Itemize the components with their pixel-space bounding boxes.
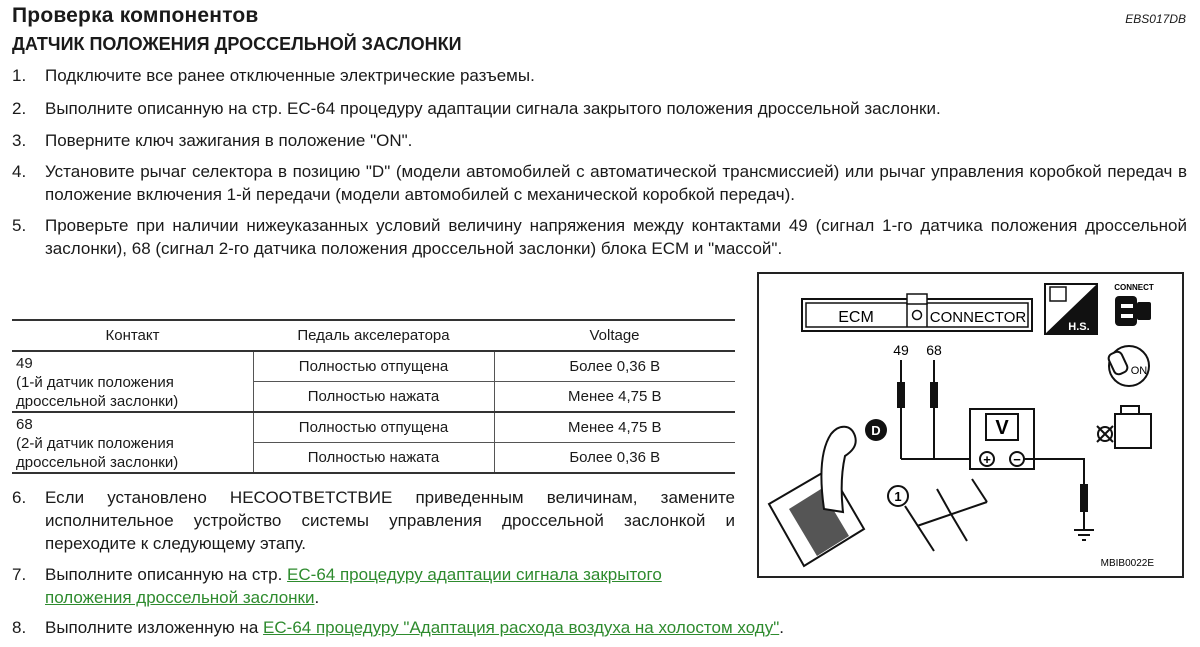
wiring-diagram <box>759 274 1186 580</box>
engine-icon <box>1115 414 1151 448</box>
table-row <box>12 412 735 443</box>
column-header: Педаль акселератора <box>253 320 494 351</box>
ecm-label: ECM <box>838 309 874 326</box>
step-number: 1. <box>12 66 27 85</box>
step-text: Поверните ключ зажигания в положение "ON". <box>45 131 413 150</box>
step-5 <box>12 214 1187 260</box>
pin-49-label: 49 <box>893 342 909 358</box>
shift-pattern <box>937 489 951 514</box>
step-text: Выполните описанную на стр. ЕС-64 процедуру адаптации сигнала закрытого положения дроссельной заслонки. <box>45 565 662 607</box>
terminal-cell <box>12 351 253 412</box>
minus-label: − <box>1013 452 1021 467</box>
step-4 <box>12 160 1187 206</box>
step-7 <box>12 563 735 609</box>
voltage-cell: Более 0,36 В <box>494 443 735 474</box>
connector-latch <box>907 294 927 304</box>
gear-1-label: 1 <box>894 489 902 504</box>
pedal-cell: Полностью отпущена <box>253 412 494 443</box>
column-header: Контакт <box>12 320 253 351</box>
terminal-number: 68 <box>16 416 33 433</box>
section-title: ДАТЧИК ПОЛОЖЕНИЯ ДРОССЕЛЬНОЙ ЗАСЛОНКИ <box>12 34 462 54</box>
step-number: 2. <box>12 99 27 118</box>
column-header: Voltage <box>494 320 735 351</box>
terminal-desc: дроссельной заслонки) <box>16 454 179 471</box>
step-text: Подключите все ранее отключенные электрические разъемы. <box>45 66 535 85</box>
shift-pattern <box>972 479 987 502</box>
terminal-cell <box>12 412 253 473</box>
pin-68-label: 68 <box>926 342 942 358</box>
step-number: 8. <box>12 618 27 637</box>
terminal-desc: (1-й датчик положения <box>16 374 174 391</box>
pedal-cell: Полностью нажата <box>253 443 494 474</box>
step-6 <box>12 486 735 555</box>
step-number: 3. <box>12 131 27 150</box>
wiring-figure <box>757 272 1184 578</box>
step-text: Выполните изложенную на ЕС-64 процедуру "Адаптация расхода воздуха на холостом ходу". <box>45 618 784 637</box>
step-text: Установите рычаг селектора в позицию "D" (модели автомобилей с автоматической трансмиссией) или рычаг управления коробкой передач в положение включения 1-й передачи (модели автомобилей с механической коробкой передач). <box>45 162 1187 204</box>
connect-pin <box>1121 314 1133 318</box>
on-label: ON <box>1130 365 1148 377</box>
terminal-number: 49 <box>16 355 33 372</box>
step-8 <box>12 616 1187 639</box>
step-text: Если установлено НЕСООТВЕТСТВИЕ приведенным величинам, замените исполнительное устройство системы управления дроссельной заслонкой и переходите к следующему этапу. <box>45 488 735 553</box>
ec64-idle-air-link[interactable]: ЕС-64 процедуру "Адаптация расхода воздуха на холостом ходу" <box>263 618 780 637</box>
table-header-row <box>12 320 735 351</box>
connector-label: CONNECTOR <box>929 309 1027 326</box>
figure-code: MBIB0022E <box>1100 558 1154 569</box>
shift-pattern <box>951 514 967 541</box>
step-2 <box>12 97 1187 120</box>
probe-68 <box>930 382 938 408</box>
voltage-cell: Менее 4,75 В <box>494 382 735 413</box>
connect-label: CONNECT <box>1114 283 1154 292</box>
pedal-cell: Полностью нажата <box>253 382 494 413</box>
table-row <box>12 351 735 382</box>
doc-code: EBS017DB <box>1125 12 1186 26</box>
terminal-desc: дроссельной заслонки) <box>16 393 179 410</box>
step-number: 4. <box>12 162 27 181</box>
step-number: 6. <box>12 488 27 507</box>
voltage-cell: Менее 4,75 В <box>494 412 735 443</box>
hs-label: H.S. <box>1068 321 1090 333</box>
terminal-desc: (2-й датчик положения <box>16 435 174 452</box>
pedal-cell: Полностью отпущена <box>253 351 494 382</box>
gear-lever-icon <box>821 427 855 512</box>
connect-plug-icon <box>1115 296 1137 326</box>
voltage-cell: Более 0,36 В <box>494 351 735 382</box>
connect-pin <box>1121 304 1133 308</box>
connect-socket-icon <box>1137 302 1151 320</box>
step-3 <box>12 129 1187 152</box>
page-title: Проверка компонентов <box>12 4 259 27</box>
plus-label: + <box>983 452 991 467</box>
ground-probe <box>1080 484 1088 512</box>
voltmeter-label: V <box>995 417 1009 439</box>
step-text: Выполните описанную на стр. ЕС-64 процедуру адаптации сигнала закрытого положения дроссельной заслонки. <box>45 99 941 118</box>
voltage-table <box>12 319 735 474</box>
step-text: Проверьте при наличии нижеуказанных условий величину напряжения между контактами 49 (сигнал 1-го датчика положения дроссельной заслонки), 68 (сигнал 2-го датчика положения дроссельной заслонки) блока ECM и "массой". <box>45 216 1187 258</box>
shift-pattern <box>905 506 934 551</box>
step-1 <box>12 64 1187 87</box>
engine-top-icon <box>1121 406 1139 414</box>
ec64-adaptation-link[interactable]: ЕС-64 процедуру адаптации сигнала закрытого положения дроссельной заслонки <box>45 565 662 607</box>
step-number: 5. <box>12 216 27 235</box>
gear-d-label: D <box>871 423 881 438</box>
step-number: 7. <box>12 565 27 584</box>
probe-49 <box>897 382 905 408</box>
